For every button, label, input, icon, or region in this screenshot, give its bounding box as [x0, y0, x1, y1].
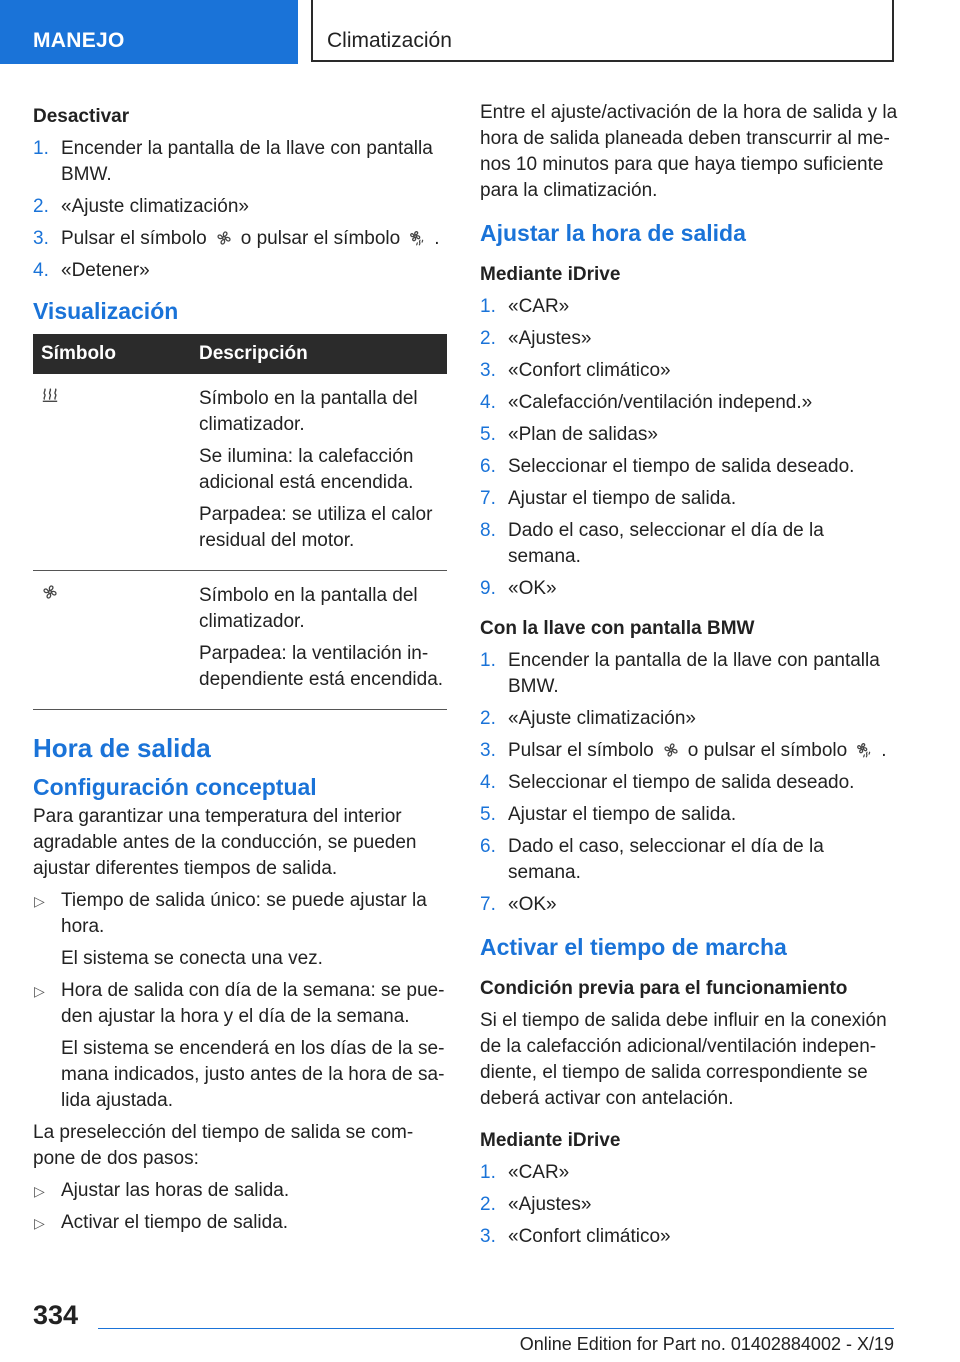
table-header-description: Descripción: [191, 334, 447, 374]
list-item: 6. Seleccionar el tiempo de salida deseado.: [480, 456, 855, 477]
intro-text: Entre el ajuste/activación de la hora de salida y la hora de salida planeada deben transcurrir al menos 10 minutos para que haya tiempo suficiente para la climatización.: [480, 102, 898, 201]
page-number: 334: [33, 1300, 79, 1330]
table-row: [33, 374, 447, 571]
precondition-text: Si el tiempo de salida debe influir en la conexión de la calefacción adicional/ventilación independiente, el tiempo de salida correspondiente se deberá activar con antelación.: [480, 1010, 887, 1109]
triangle-bullet-icon: ▷: [34, 1183, 45, 1199]
footer-divider: [98, 1328, 894, 1329]
table-cell-text: Símbolo en la pantalla del climatizador.: [199, 585, 418, 632]
list-item: 2. «Ajuste climatización»: [480, 708, 696, 729]
section-tab: [0, 0, 298, 64]
triangle-bullet-icon: ▷: [34, 893, 45, 909]
symbol-table: [33, 334, 447, 710]
list-item: 8. Dado el caso, seleccionar el día de la semana.: [480, 520, 824, 567]
idrive-heading-2: Mediante iDrive: [480, 1130, 621, 1151]
list-item: 1. Encender la pantalla de la llave con pantalla BMW.: [480, 650, 880, 697]
fan-icon: [662, 741, 680, 759]
table-header-symbol: Símbolo: [33, 334, 191, 374]
list-item: ▷ Tiempo de salida único: se puede ajustar la hora. El sistema se conecta una vez.: [34, 890, 427, 969]
list-item: 3. «Confort climático»: [480, 360, 671, 381]
list-item: 5. «Plan de salidas»: [480, 424, 658, 445]
edition-note: Online Edition for Part no. 01402884002 - X/19: [519, 1334, 894, 1354]
list-item: ▷ Ajustar las horas de salida.: [33, 1178, 447, 1204]
left-column: [33, 100, 447, 1242]
idrive-steps: [480, 294, 900, 602]
idrive-steps-2: [480, 1160, 900, 1250]
list-item: ▷ Hora de salida con día de la semana: se pueden ajustar la hora y el día de la semana. El sistema se encenderá en los días de la semana indicados, justo antes de la hora de salida ajustada.: [34, 980, 445, 1111]
chapter-title: Climatización: [327, 29, 452, 52]
key-display-heading: Con la llave con pantalla BMW: [480, 618, 755, 639]
right-column: [480, 100, 900, 1256]
concept-text: Para garantizar una temperatura del interior agradable antes de la conducción, se pueden ajustar diferentes tiempos de salida.: [33, 806, 417, 879]
preselection-text: La preselección del tiempo de salida se compone de dos pasos:: [33, 1122, 414, 1169]
triangle-bullet-icon: ▷: [34, 1215, 45, 1231]
list-item: 2. «Ajustes»: [480, 1194, 592, 1215]
chapter-tab: [311, 0, 894, 62]
idrive-heading: Mediante iDrive: [480, 264, 621, 285]
list-item: 2. «Ajustes»: [480, 328, 592, 349]
triangle-bullet-icon: ▷: [34, 983, 45, 999]
list-item: 3. Pulsar el símbolo o pulsar el símbolo .: [33, 228, 440, 249]
set-departure-heading: Ajustar la hora de salida: [480, 220, 746, 246]
list-item: 4. «Detener»: [33, 260, 150, 281]
table-cell-text: Parpadea: se utiliza el calor residual del motor.: [199, 504, 433, 551]
fan-heating-icon: [408, 229, 426, 247]
fan-heating-icon: [855, 741, 873, 759]
activate-heading: Activar el tiempo de marcha: [480, 934, 787, 960]
list-item: 9. «OK»: [480, 578, 557, 599]
visualization-heading: Visualización: [33, 298, 179, 324]
fan-icon: [215, 229, 233, 247]
table-cell-text: Se ilumina: la calefacción adicional está encendida.: [199, 446, 414, 493]
list-item: 3. Pulsar el símbolo o pulsar el símbolo .: [480, 740, 887, 761]
list-item: 7. «OK»: [480, 894, 557, 915]
list-item: 2. «Ajuste climatización»: [33, 196, 249, 217]
list-item: 1. «CAR»: [480, 296, 570, 317]
list-item: 5. Ajustar el tiempo de salida.: [480, 804, 737, 825]
deactivate-steps: [33, 136, 447, 284]
preselection-steps-list: [33, 1178, 447, 1236]
list-item: 4. «Calefacción/ventilación independ.»: [480, 392, 813, 413]
list-item: 4. Seleccionar el tiempo de salida deseado.: [480, 772, 855, 793]
fan-icon: [41, 583, 59, 601]
departure-types-list: [33, 888, 447, 1114]
list-item: 7. Ajustar el tiempo de salida.: [480, 488, 737, 509]
table-row: [33, 571, 447, 710]
departure-time-heading: Hora de salida: [33, 733, 211, 763]
list-item: 3. «Confort climático»: [480, 1226, 671, 1247]
concept-heading: Configuración conceptual: [33, 774, 317, 800]
key-steps: [480, 648, 900, 918]
list-item: 6. Dado el caso, seleccionar el día de la semana.: [480, 836, 824, 883]
deactivate-heading: Desactivar: [33, 106, 130, 127]
list-item: 1. «CAR»: [480, 1162, 570, 1183]
heating-icon: [41, 386, 59, 404]
list-item: 1. Encender la pantalla de la llave con pantalla BMW.: [33, 138, 433, 185]
table-cell-text: Símbolo en la pantalla del climatizador.: [199, 388, 418, 435]
table-cell-text: Parpadea: la ventilación independiente está encendida.: [199, 643, 444, 690]
precondition-heading: Condición previa para el funcionamiento: [480, 978, 848, 999]
list-item: ▷ Activar el tiempo de salida.: [33, 1210, 447, 1236]
section-title: MANEJO: [33, 29, 125, 52]
